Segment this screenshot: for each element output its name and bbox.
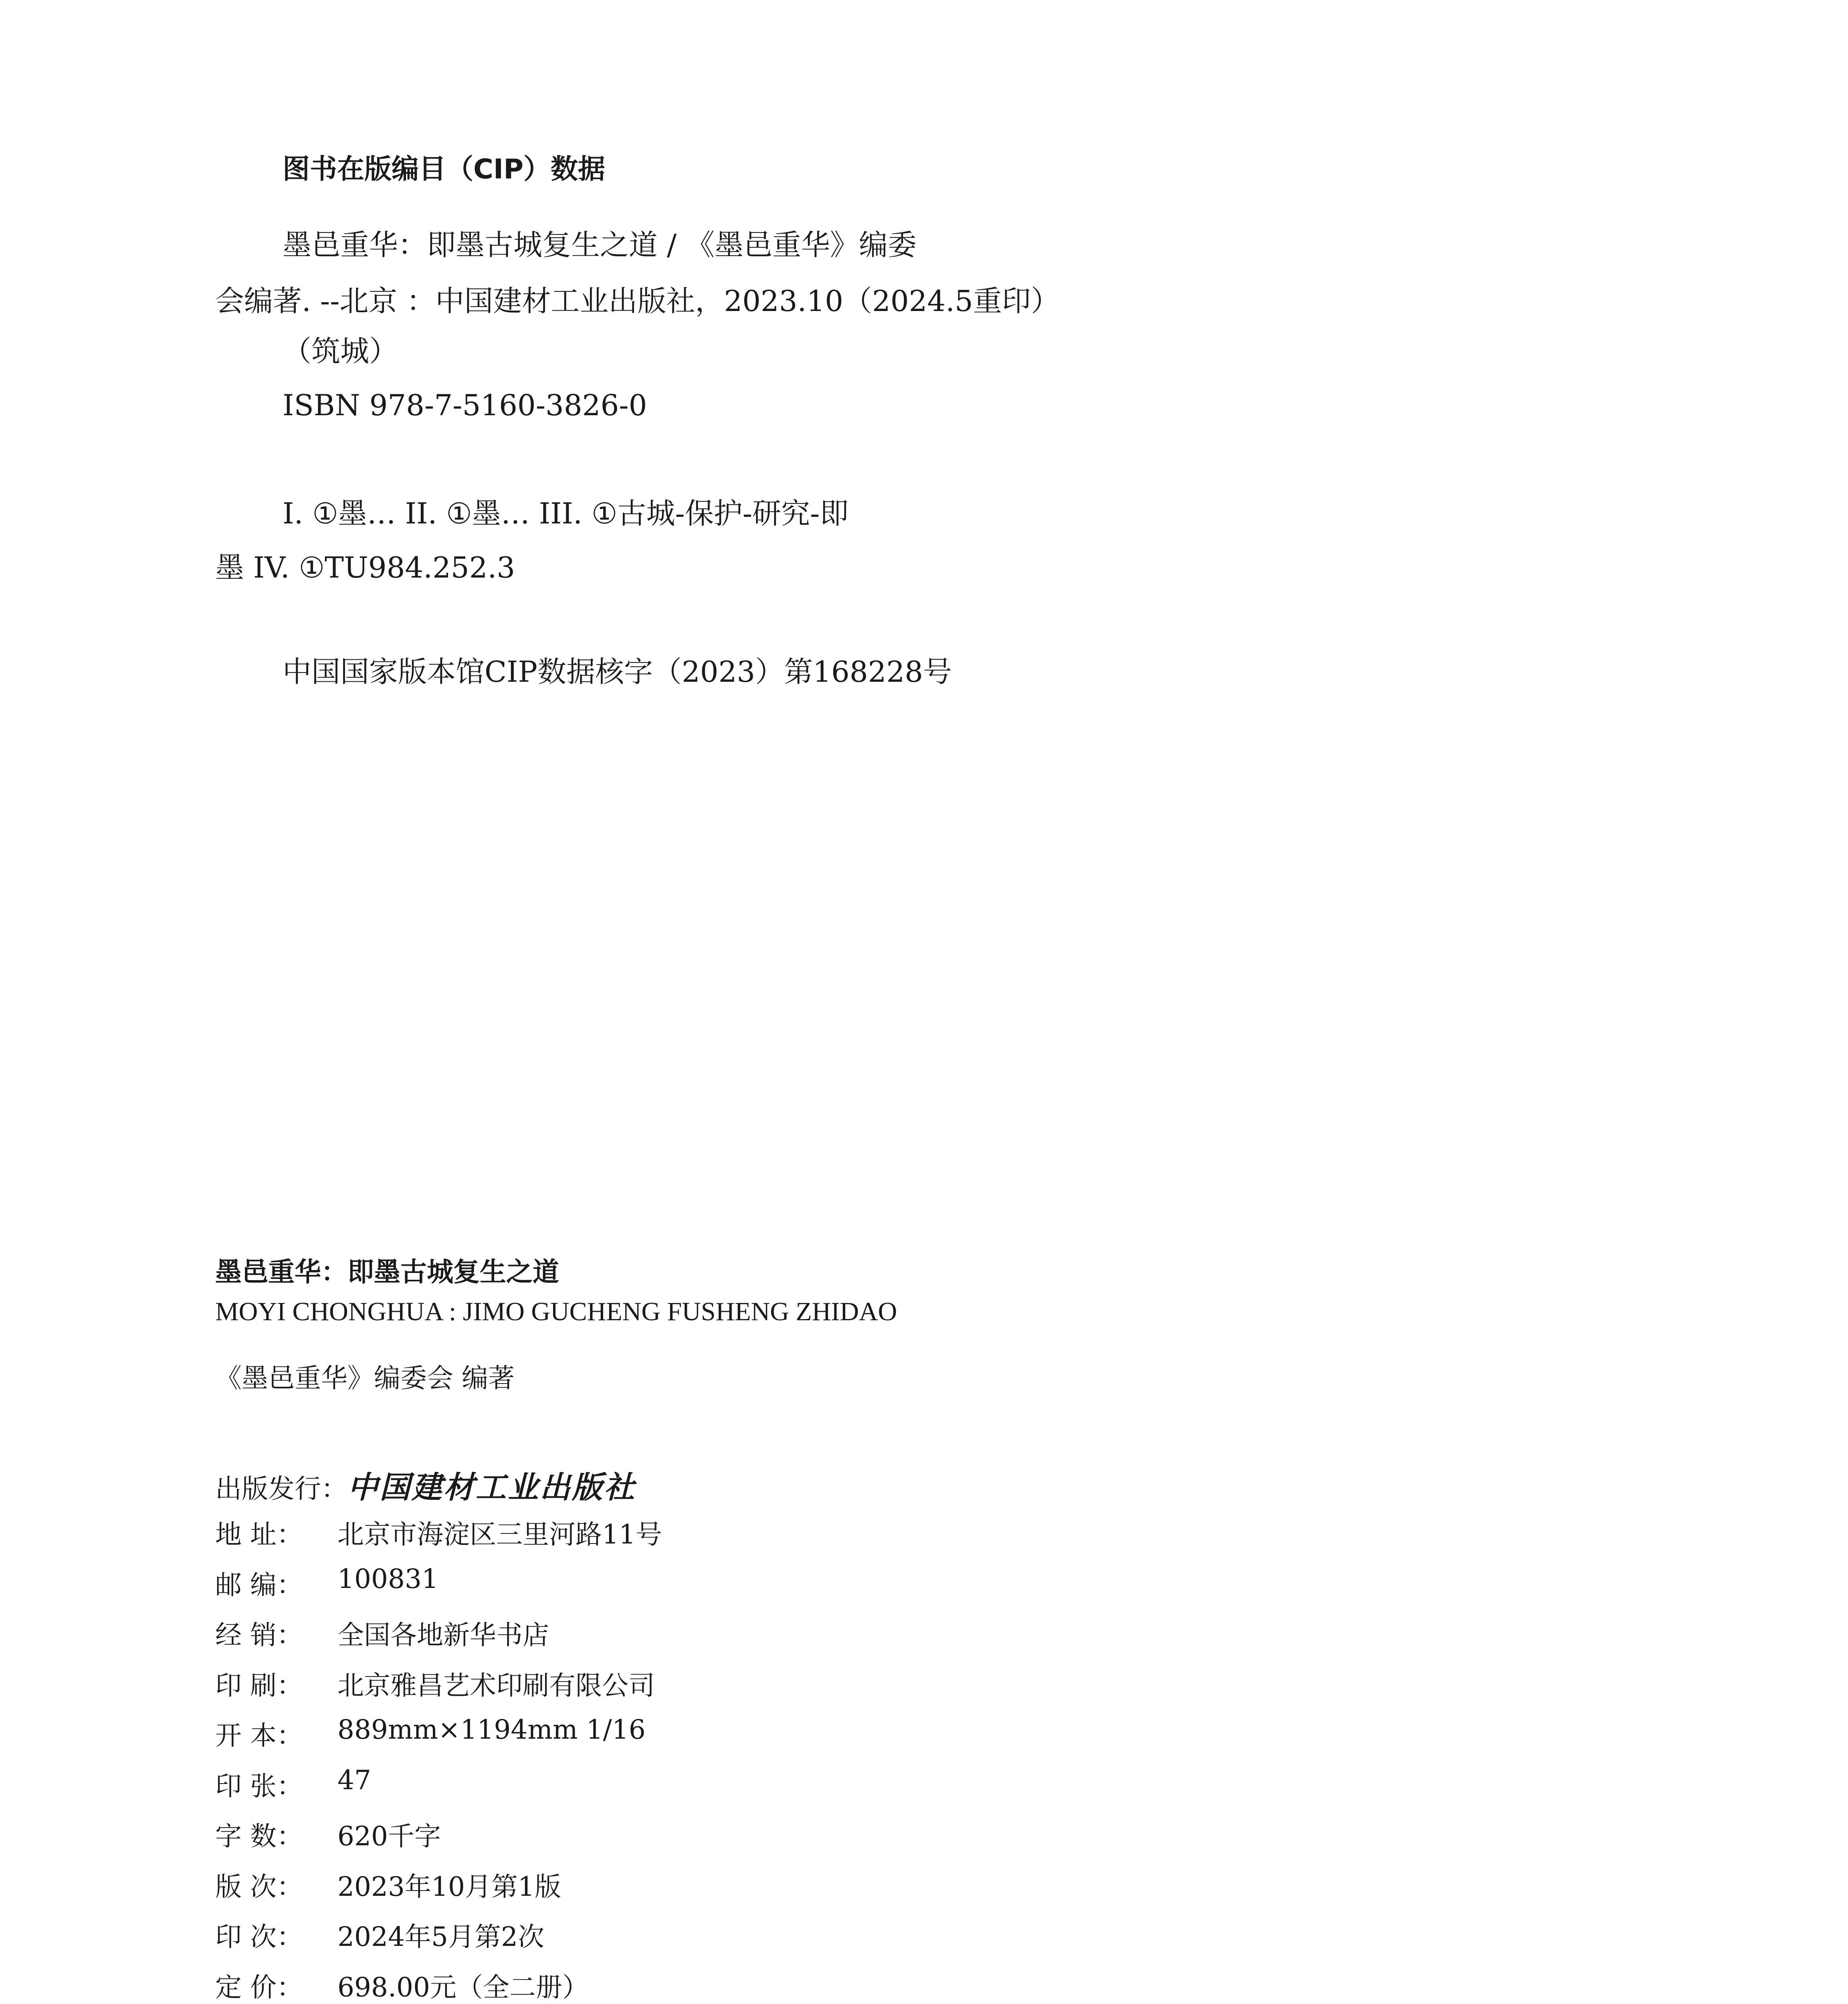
detail-value: 2024年5月第2次: [337, 1921, 544, 1952]
detail-label: 印 次：: [215, 1921, 303, 1952]
cip-line-publication: 会编著. --北京 ：中国建材工业出版社，2023.10（2024.5重印）: [215, 284, 1060, 318]
detail-row: [215, 1765, 662, 1815]
detail-row: [215, 1966, 662, 2004]
detail-value: 698.00元（全二册）: [337, 1972, 589, 2003]
publisher-label: 出版发行：: [215, 1473, 347, 1504]
cip-line-isbn: ISBN 978-7-5160-3826-0: [283, 388, 647, 422]
detail-value: 889mm×1194mm 1/16: [337, 1714, 646, 1745]
detail-label: 开 本：: [215, 1720, 303, 1751]
detail-label: 印 刷：: [215, 1670, 303, 1701]
detail-row: [215, 1714, 662, 1765]
detail-label: 字 数：: [215, 1821, 303, 1852]
cip-line-record-number: 中国国家版本馆CIP数据核字（2023）第168228号: [283, 655, 952, 689]
detail-row: [215, 1614, 662, 1664]
detail-value: 47: [337, 1764, 371, 1796]
cip-line-classification: 墨 IV. ①TU984.252.3: [215, 551, 515, 584]
detail-label: 经 销：: [215, 1620, 303, 1650]
detail-value: 全国各地新华书店: [337, 1620, 549, 1650]
detail-label: 印 张：: [215, 1770, 303, 1802]
detail-row: [215, 1513, 662, 1564]
cip-heading: 图书在版编目（CIP）数据: [283, 154, 606, 185]
cip-line-title: 墨邑重华：即墨古城复生之道 / 《墨邑重华》编委: [283, 228, 917, 262]
cip-line-subject: I. ①墨… II. ①墨… III. ①古城-保护-研究-即: [283, 497, 849, 530]
detail-label: 地 址：: [215, 1519, 303, 1550]
cip-line-series: （筑城）: [283, 334, 398, 368]
detail-label: 版 次：: [215, 1871, 303, 1902]
detail-label: 定 价：: [215, 1972, 303, 2003]
detail-value: 620千字: [337, 1821, 441, 1852]
book-author: 《墨邑重华》编委会 编著: [215, 1363, 515, 1394]
detail-row: [215, 1865, 662, 1916]
detail-label: 邮 编：: [215, 1569, 303, 1600]
publication-details: [215, 1513, 662, 2004]
detail-value: 北京雅昌艺术印刷有限公司: [337, 1670, 655, 1701]
publisher-logo: 中国建材工业出版社: [347, 1469, 636, 1505]
detail-value: 北京市海淀区三里河路11号: [337, 1519, 662, 1550]
detail-row: [215, 1564, 662, 1614]
book-title: 墨邑重华：即墨古城复生之道: [215, 1257, 559, 1287]
detail-row: [215, 1815, 662, 1865]
detail-row: [215, 1664, 662, 1715]
detail-value: 2023年10月第1版: [337, 1871, 561, 1902]
publisher-row: [215, 1463, 636, 1507]
detail-value: 100831: [337, 1563, 438, 1594]
detail-row: [215, 1915, 662, 1966]
book-title-pinyin: MOYI CHONGHUA : JIMO GUCHENG FUSHENG ZHIDAO: [215, 1297, 897, 1326]
